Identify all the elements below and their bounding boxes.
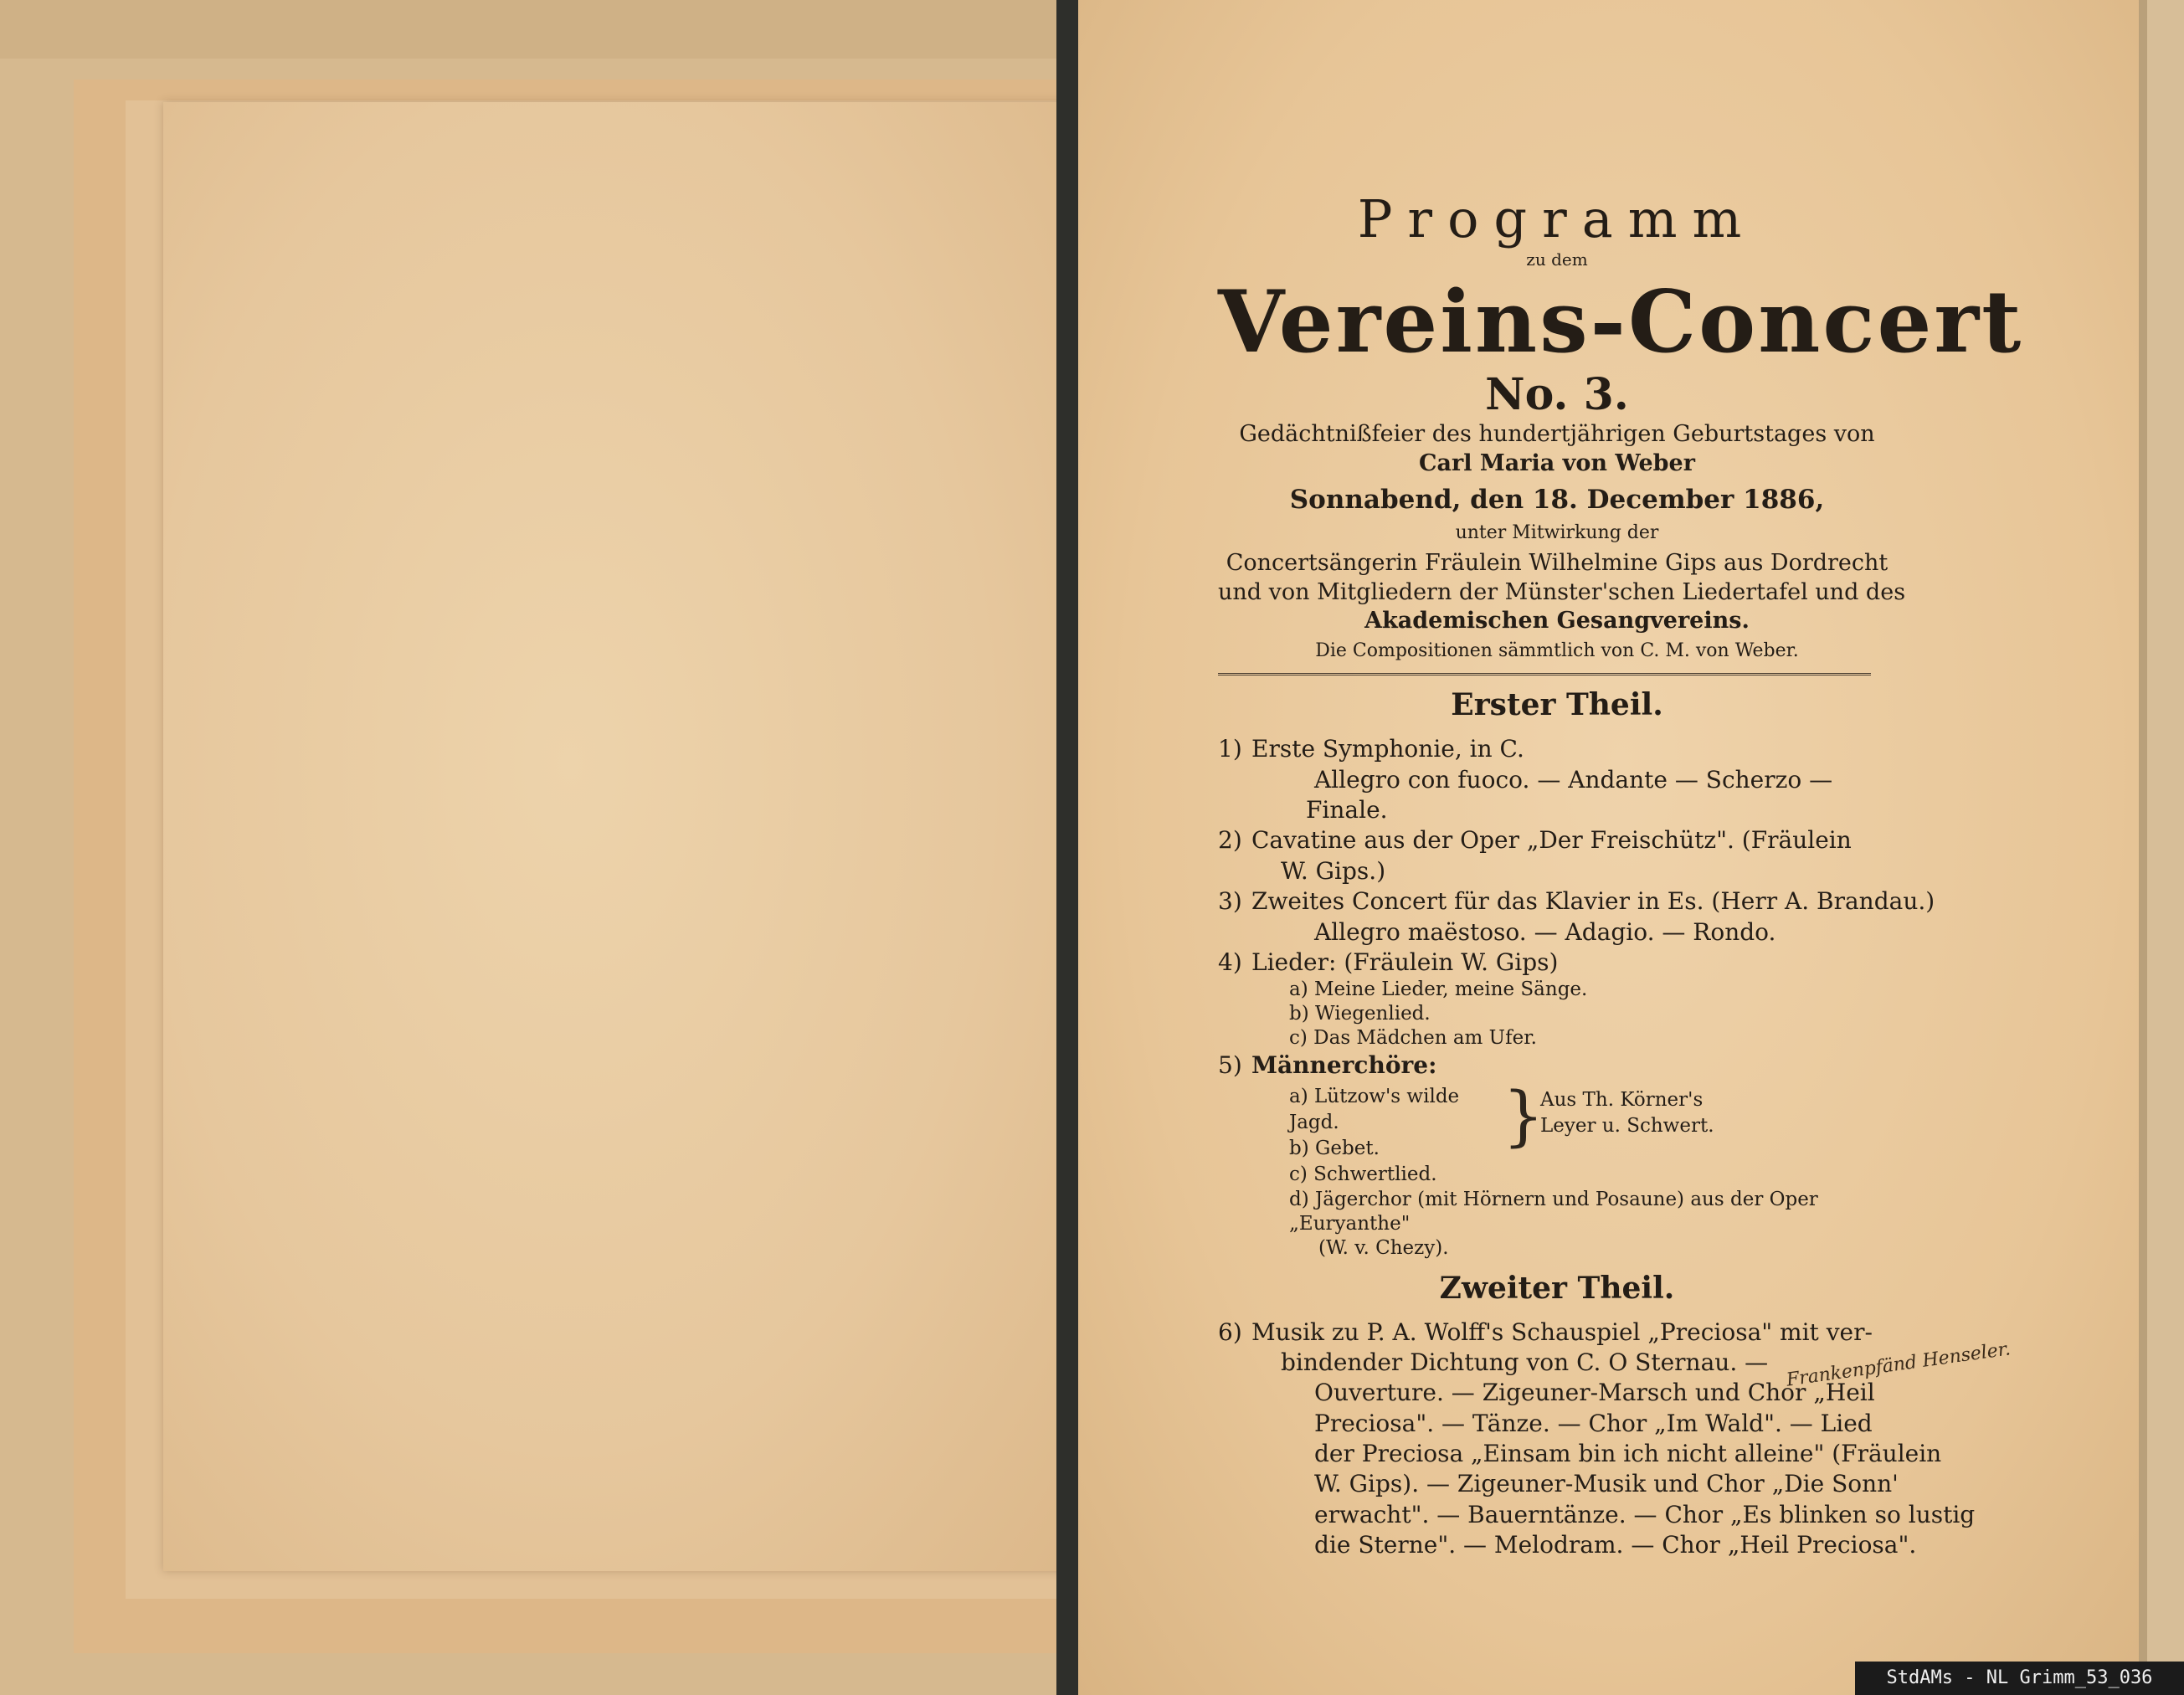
source-note-line-1: Aus Th. Körner's xyxy=(1540,1089,1704,1112)
performers-line-1: Concertsängerin Fräulein Wilhelmine Gips aus Dordrecht xyxy=(1226,550,1889,577)
concert-heading: Vereins-Concert xyxy=(1218,272,2024,372)
item-detail: die Sterne". — Melodram. — Chor „Heil Preciosa". xyxy=(1314,1531,1917,1559)
part-one-heading: Erster Theil. xyxy=(1451,687,1663,723)
concert-date: Sonnabend, den 18. December 1886, xyxy=(1289,485,1825,516)
choir-list xyxy=(1251,1084,1503,1188)
left-blank-page xyxy=(163,102,1067,1571)
item-number: 4) xyxy=(1218,948,1242,977)
performers-line-3: Akademischen Gesangvereins. xyxy=(1364,608,1750,634)
item-title: Cavatine aus der Oper „Der Freischütz". (Fräulein xyxy=(1251,826,1852,855)
item-detail: Finale. xyxy=(1306,796,1388,824)
composer-note: Die Compositionen sämmtlich von C. M. von Weber. xyxy=(1315,639,1799,661)
choir-a: a) Lützow's wilde Jagd. xyxy=(1289,1086,1460,1134)
program-subtitle: zu dem xyxy=(1526,249,1588,270)
item-number: 6) xyxy=(1218,1317,1242,1346)
part-two-heading: Zweiter Theil. xyxy=(1439,1270,1675,1306)
concert-program xyxy=(1218,188,2024,1561)
item-detail: Ouverture. — Zigeuner-Marsch und Chor „Heil xyxy=(1314,1379,1875,1407)
double-rule-divider xyxy=(1218,673,1871,675)
item-number: 1) xyxy=(1218,735,1242,763)
item-detail: der Preciosa „Einsam bin ich nicht alleine" (Fräulein xyxy=(1314,1440,1942,1468)
right-edge-shadow xyxy=(2139,0,2147,1695)
item-detail: erwacht". — Bauerntänze. — Chor „Es blinken so lustig xyxy=(1314,1500,1976,1528)
item-title: Lieder: (Fräulein W. Gips) xyxy=(1251,948,1559,977)
program-title: Programm xyxy=(1357,188,1757,249)
part-one-program xyxy=(1218,734,1935,1260)
item-title: Zweites Concert für das Klavier in Es. (Herr A. Brandau.) xyxy=(1251,887,1935,916)
program-item-5 xyxy=(1218,1050,1896,1081)
item-title: Musik zu P. A. Wolff's Schauspiel „Preciosa" mit ver- xyxy=(1251,1317,1873,1346)
choir-c: c) Schwertlied. xyxy=(1289,1163,1437,1186)
item-detail: W. Gips). — Zigeuner-Musik und Chor „Die Sonn' xyxy=(1314,1470,1899,1498)
choir-source-note xyxy=(1540,1084,1714,1188)
song-c: c) Das Mädchen am Ufer. xyxy=(1289,1026,1537,1049)
mens-choirs-group xyxy=(1251,1079,1896,1188)
program-item-3 xyxy=(1218,886,1935,917)
program-item-2 xyxy=(1218,825,1896,855)
item-detail: bindender Dichtung von C. O Sternau. — xyxy=(1281,1348,1769,1376)
source-note-line-2: Leyer u. Schwert. xyxy=(1540,1115,1714,1138)
occasion-line-1: Gedächtnißfeier des hundertjährigen Geburtstages von xyxy=(1239,421,1875,448)
archive-label: StdAMs - NL Grimm_53_036 xyxy=(1855,1662,2184,1695)
program-item-6 xyxy=(1218,1317,1896,1348)
choir-b: b) Gebet. xyxy=(1289,1138,1380,1160)
curly-brace: } xyxy=(1503,1079,1544,1155)
item-detail: Allegro maëstoso. — Adagio. — Rondo. xyxy=(1314,917,1776,946)
program-item-4 xyxy=(1218,948,1896,978)
item-detail-line xyxy=(1218,1338,2012,1391)
choir-d-credit: (W. v. Chezy). xyxy=(1318,1236,1449,1259)
item-number: 3) xyxy=(1218,887,1242,916)
occasion-line-2: Carl Maria von Weber xyxy=(1419,449,1695,476)
item-number: 2) xyxy=(1218,826,1242,855)
song-b: b) Wiegenlied. xyxy=(1289,1003,1431,1025)
item-title: Erste Symphonie, in C. xyxy=(1251,735,1524,763)
handwritten-annotation: Frankenpfänd Henseler. xyxy=(1785,1338,2012,1391)
book-spine xyxy=(1056,0,1078,1695)
item-detail: W. Gips.) xyxy=(1281,856,1386,885)
performers-line-2: und von Mitgliedern der Münster'schen Liedertafel und des xyxy=(1218,578,1906,605)
item-detail: Preciosa". — Tänze. — Chor „Im Wald". — Lied xyxy=(1314,1409,1873,1437)
item-title: Männerchöre: xyxy=(1251,1050,1437,1079)
item-detail: Allegro con fuoco. — Andante — Scherzo — xyxy=(1314,765,1833,794)
with-assistance: unter Mitwirkung der xyxy=(1455,522,1659,544)
choir-d: d) Jägerchor (mit Hörnern und Posaune) aus der Oper „Euryanthe" xyxy=(1289,1189,1818,1235)
program-item-1 xyxy=(1218,734,1896,764)
part-two-program xyxy=(1218,1317,2012,1561)
song-a: a) Meine Lieder, meine Sänge. xyxy=(1289,978,1588,1001)
item-number: 5) xyxy=(1218,1050,1242,1079)
concert-number: No. 3. xyxy=(1485,369,1629,421)
